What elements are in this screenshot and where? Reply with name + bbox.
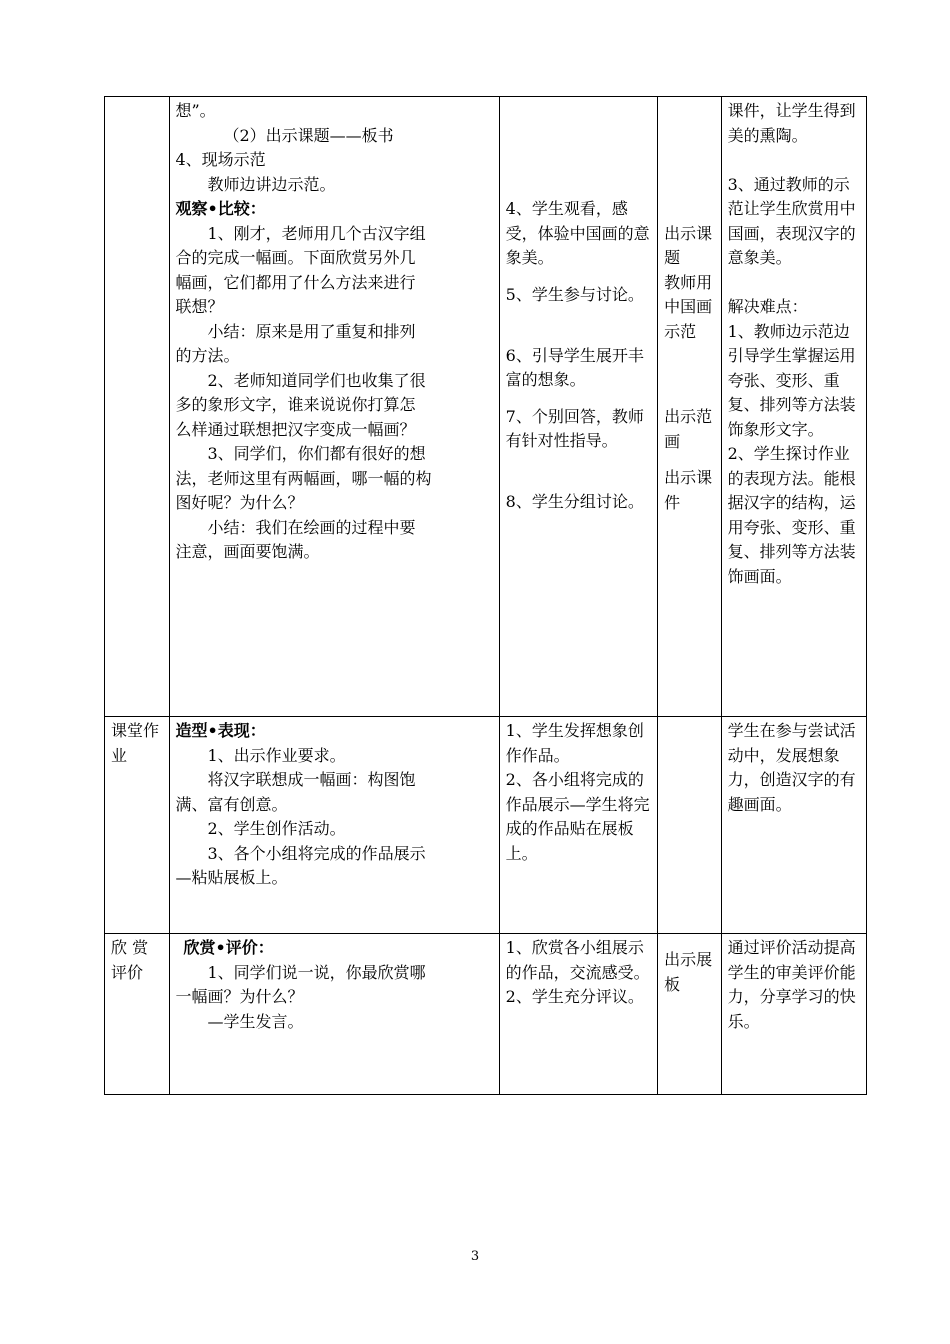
section-heading: 造型•表现： [175,721,266,740]
media-cell [658,934,721,1095]
student-item: 2、各小组将完成的作品展示—学生将完成的作品贴在展板上。 [505,770,650,863]
row-label-cell [105,97,170,717]
content-line: 法，老师这里有两幅画，哪一幅的构 [175,468,432,488]
content-line: 1、同学们说一说，你最欣赏哪 [207,962,426,982]
content-line: 联想？ [175,297,224,316]
intent-cell [721,97,866,717]
teacher-activity-cell [169,97,499,717]
intent-item: 解决难点： [727,297,808,316]
student-activity-cell [499,934,658,1095]
intent-item: 3、通过教师的示范让学生欣赏用中国画，表现汉字的意象美。 [727,174,856,267]
content-line: 教师边讲边示范。 [207,174,336,194]
row-label-cell: 课堂作业 [105,717,170,934]
intent-item: 2、学生探讨作业的表现方法。能根据汉字的结构，运用夸张、变形、重复、排列等方法装饰画面。 [727,444,856,586]
intent-item: 课件，让学生得到美的熏陶。 [727,101,856,145]
table-row [105,934,867,1095]
student-item: 1、学生发挥想象创作作品。 [505,721,644,765]
media-item: 出示展板 [664,950,713,994]
content-line: 2、学生创作活动。 [207,819,346,838]
student-activity-cell [499,97,658,717]
intent-item: 学生在参与尝试活动中，发展想象力，创造汉字的有趣画面。 [727,721,856,814]
intent-cell [721,717,866,934]
student-item: 5、学生参与讨论。 [505,284,644,304]
content-line: —粘贴展板上。 [175,868,288,887]
content-line: 小结：原来是用了重复和排列 [207,321,416,341]
intent-item: 通过评价活动提高学生的审美评价能力，分享学习的快乐。 [727,938,856,1031]
media-cell [658,97,721,717]
content-line: 的方法。 [175,346,240,365]
intent-item: 1、教师边示范边引导学生掌握运用夸张、变形、重复、排列等方法装饰象形文字。 [727,321,856,439]
content-line: 图好呢？为什么？ [175,493,304,512]
student-item: 2、学生充分评议。 [505,987,644,1006]
student-item: 7、个别回答，教师有针对性指导。 [505,406,644,450]
table-row [105,97,867,717]
content-line: 合的完成一幅画。下面欣赏另外几 [175,248,416,267]
student-item: 8、学生分组讨论。 [505,492,644,511]
intent-cell [721,934,866,1095]
student-item: 6、引导学生展开丰富的想象。 [505,345,644,389]
content-line: 将汉字联想成一幅画：构图饱 [207,770,416,789]
content-line: 满、富有创意。 [175,794,288,814]
content-line: 2、老师知道同学们也收集了很 [207,370,426,390]
teacher-activity-cell [169,934,499,1095]
lesson-plan-table [104,96,867,1095]
content-line: 一幅画？为什么？ [175,987,304,1006]
content-line: 1、出示作业要求。 [207,745,346,765]
section-heading: 观察•比较： [175,199,266,218]
page-number: 3 [470,1249,480,1264]
content-line: —学生发言。 [207,1011,304,1031]
media-item: 出示课题 [664,223,713,267]
student-activity-cell [499,717,658,934]
content-line: 3、同学们，你们都有很好的想 [207,444,426,463]
content-line: 3、各个小组将完成的作品展示 [207,843,426,863]
table-row [105,717,867,934]
content-line: 多的象形文字，谁来说说你打算怎 [175,395,416,414]
media-item: 出示范画 [664,407,713,451]
section-heading: 欣赏•评价： [183,938,274,957]
student-item: 4、学生观看，感受，体验中国画的意象美。 [505,199,650,267]
content-line: （2）出示课题——板书 [223,125,394,145]
content-line: 想”。 [175,101,216,120]
media-item: 出示课件 [664,468,713,512]
media-item: 教师用中国画示范 [664,272,713,341]
content-line: 幅画，它们都用了什么方法来进行 [175,272,416,292]
content-line: 注意，画面要饱满。 [175,542,320,561]
media-cell [658,717,721,934]
student-item: 1、欣赏各小组展示的作品，交流感受。 [505,938,650,982]
content-line: 1、刚才，老师用几个古汉字组 [207,223,426,243]
teacher-activity-cell [169,717,499,934]
content-line: 么样通过联想把汉字变成一幅画？ [175,419,416,439]
content-line: 4、现场示范 [175,150,266,169]
row-label-cell: 欣 赏评价 [105,934,170,1095]
content-line: 小结：我们在绘画的过程中要 [207,517,416,537]
